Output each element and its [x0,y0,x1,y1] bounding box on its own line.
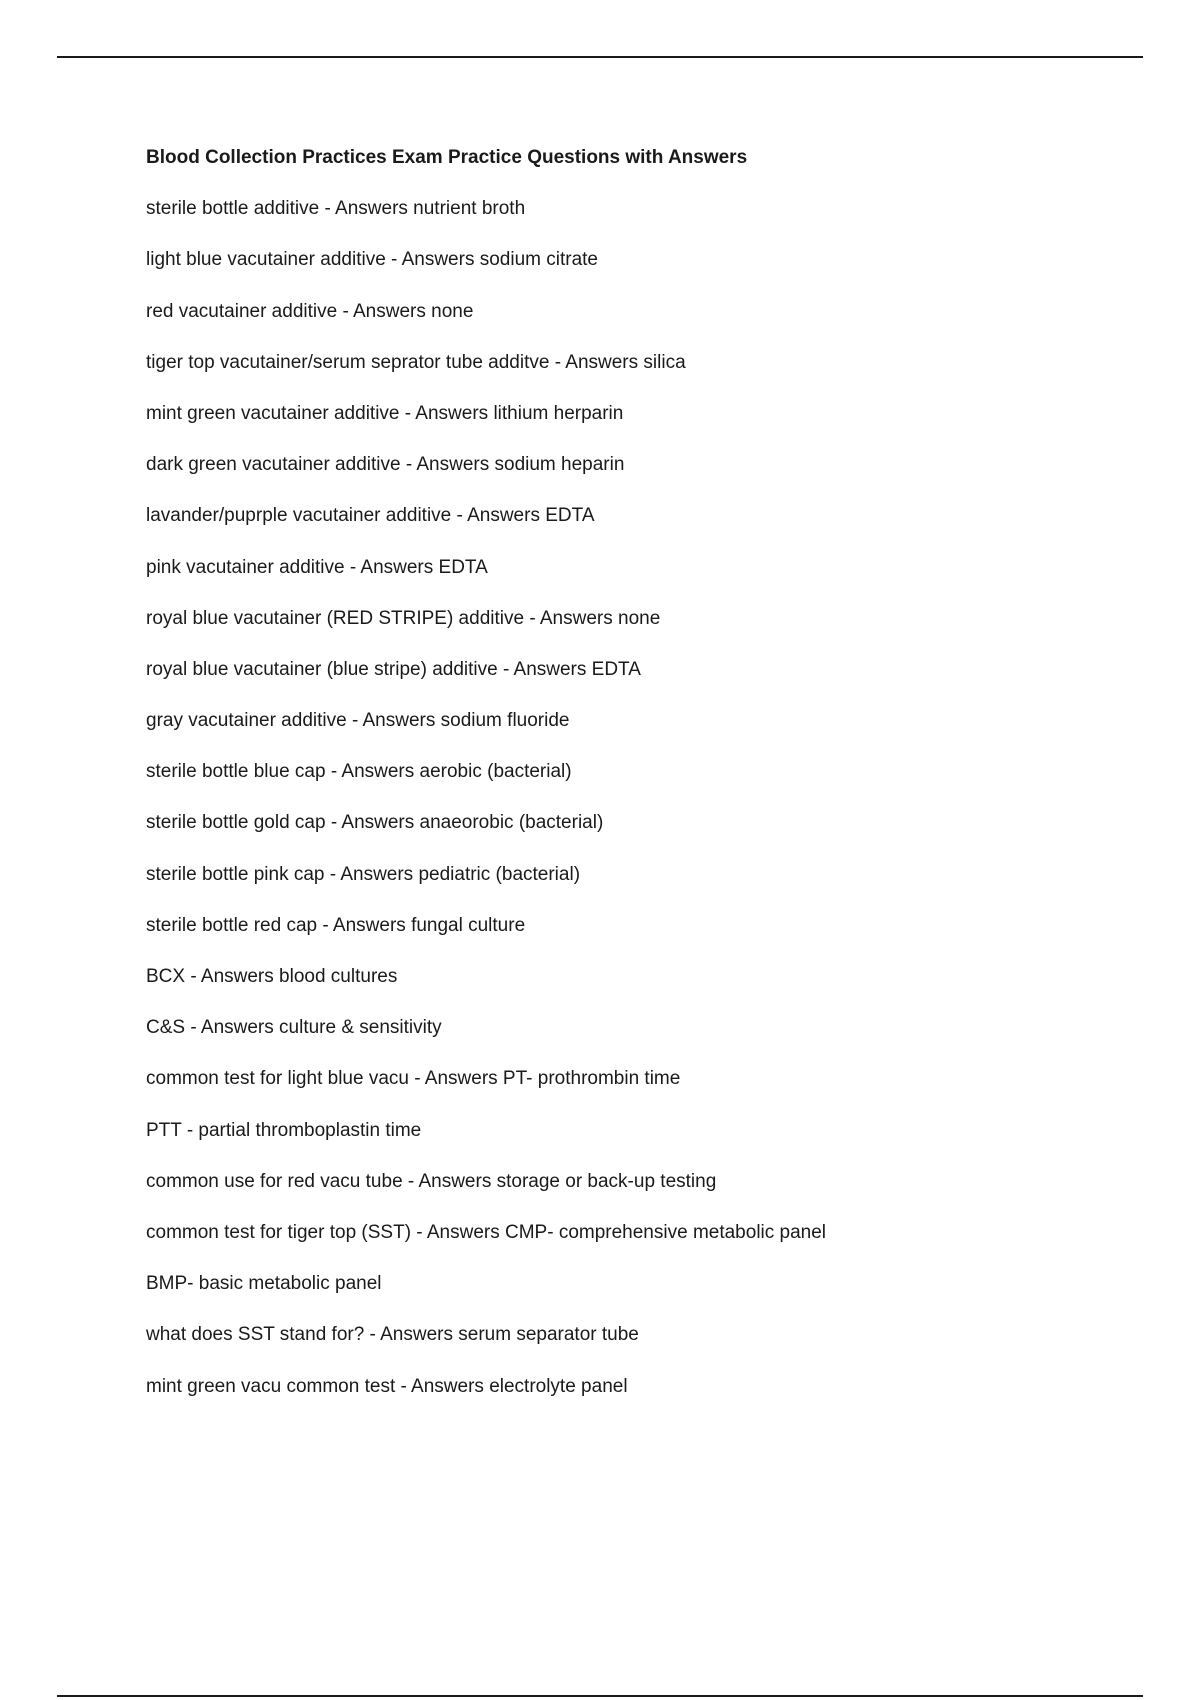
qa-item: pink vacutainer additive - Answers EDTA [146,556,488,578]
qa-item: common use for red vacu tube - Answers storage or back-up testing [146,1170,717,1192]
qa-item: gray vacutainer additive - Answers sodium fluoride [146,710,570,732]
document-title: Blood Collection Practices Exam Practice Questions with Answers [146,147,748,168]
qa-item: light blue vacutainer additive - Answers sodium citrate [146,249,599,271]
qa-item: mint green vacutainer additive - Answers lithium herparin [146,402,624,424]
qa-item: sterile bottle red cap - Answers fungal culture [146,914,526,936]
qa-item: common test for tiger top (SST) - Answers CMP- comprehensive metabolic panel [146,1221,827,1243]
qa-list [146,193,1126,1402]
qa-item: PTT - partial thromboplastin time [146,1119,422,1141]
qa-item: dark green vacutainer additive - Answers sodium heparin [146,454,625,476]
qa-item: sterile bottle blue cap - Answers aerobic (bacterial) [146,761,572,783]
qa-item: BCX - Answers blood cultures [146,966,398,987]
qa-item: red vacutainer additive - Answers none [146,300,474,322]
document-body [146,142,1126,1422]
qa-item: what does SST stand for? - Answers serum separator tube [146,1324,639,1346]
qa-item: common test for light blue vacu - Answers PT- prothrombin time [146,1068,681,1090]
qa-item: sterile bottle gold cap - Answers anaeorobic (bacterial) [146,812,604,834]
qa-item: mint green vacu common test - Answers electrolyte panel [146,1375,628,1397]
qa-item: lavander/puprple vacutainer additive - Answers EDTA [146,505,595,527]
qa-item: BMP- basic metabolic panel [146,1273,382,1295]
footer-rule [57,1695,1143,1697]
header-rule [57,56,1143,58]
qa-item: royal blue vacutainer (blue stripe) additive - Answers EDTA [146,658,641,680]
qa-item: royal blue vacutainer (RED STRIPE) additive - Answers none [146,607,661,629]
qa-item: C&S - Answers culture & sensitivity [146,1017,442,1039]
qa-item: sterile bottle pink cap - Answers pediatric (bacterial) [146,863,581,885]
qa-item: tiger top vacutainer/serum seprator tube additve - Answers silica [146,351,686,373]
qa-item: sterile bottle additive - Answers nutrient broth [146,198,526,220]
